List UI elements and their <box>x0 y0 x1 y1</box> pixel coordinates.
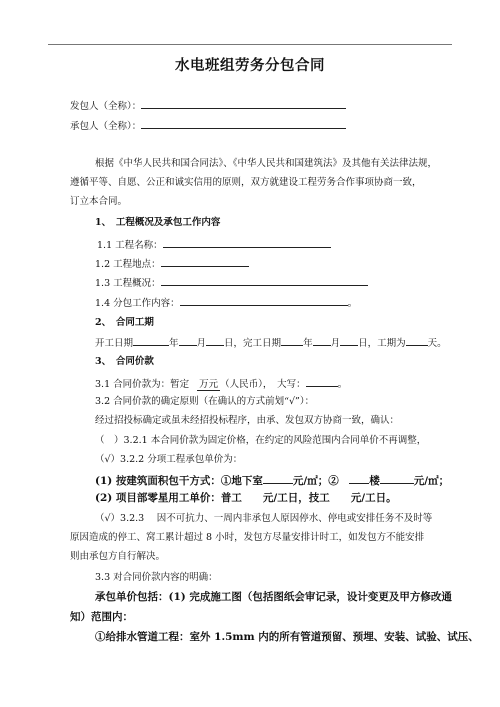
contract-price-unit: 万元 <box>199 379 219 390</box>
section-1-heading: 1、 工程概况及承包工作内容 <box>95 217 221 228</box>
start-date-label: 开工日期 <box>95 338 134 349</box>
preamble-line-1: 根据《中华人民共和国合同法》、《中华人民共和国建筑法》及其他有关法律法规， <box>95 158 438 169</box>
option-unit-price: （√）3.2.2 分项工程承包单价为： <box>95 454 243 465</box>
duration-label: 日，工期为 <box>358 338 406 349</box>
project-location-label: 1.2 工程地点： <box>95 259 161 270</box>
option-stoppage-line-3: 则由承包方自行解决。 <box>70 551 166 562</box>
month-label-2: 月 <box>330 338 341 349</box>
pricing-method-line: 3.2 合同价款的确定原则（在确认的方式前划“√”）： <box>95 396 315 407</box>
preamble-line-3: 订立本合同。 <box>70 196 128 207</box>
price-clarification-heading: 3.3 对合同价款内容的明确： <box>95 572 218 583</box>
contract-price-capital-blank[interactable] <box>306 376 338 387</box>
basement-price-unit: 元/㎡；② <box>292 475 350 487</box>
contract-price-label: 3.1 合同价款为：暂定 <box>95 379 190 390</box>
start-month-blank[interactable] <box>179 335 197 346</box>
building-label: 楼 <box>369 475 380 487</box>
end-month-blank[interactable] <box>313 335 331 346</box>
party-b-line <box>70 118 346 133</box>
section-3-heading: 3、 合同价款 <box>95 356 154 367</box>
contract-price-line <box>95 376 347 391</box>
project-overview-line <box>95 275 368 290</box>
party-a-blank[interactable] <box>141 98 346 109</box>
pricing-method-desc: 经过招投标确定或虽未经招投标程序，由承、发包双方协商一致，确认： <box>95 415 400 426</box>
section-2-heading: 2、 合同工期 <box>95 317 154 328</box>
scope-line-1: 承包单价包括：(1) 完成施工图（包括图纸会审记录，设计变更及甲方修改通 <box>95 591 452 603</box>
project-name-line <box>97 237 331 252</box>
project-location-line <box>95 256 249 271</box>
project-name-blank[interactable] <box>163 237 331 248</box>
contract-price-end: 。 <box>337 379 348 390</box>
project-name-label: 1.1 工程名称： <box>97 240 163 251</box>
end-year-blank[interactable] <box>281 335 303 346</box>
project-overview-label: 1.3 工程概况： <box>95 278 161 289</box>
contract-price-capital-label: （人民币）， 大写： <box>220 379 306 390</box>
building-price-unit: 元/㎡； <box>413 475 450 487</box>
scope-line-3: ①给排水管道工程：室外 1.5mm 内的所有管道预留、预埋、安装、试验、试压、 <box>95 631 479 643</box>
start-day-blank[interactable] <box>206 335 224 346</box>
basement-price-label: (1) 按建筑面积包干方式：①地下室 <box>95 475 263 487</box>
party-a-line <box>70 98 346 113</box>
project-overview-blank[interactable] <box>161 275 368 286</box>
work-scope-end: 。 <box>347 298 358 309</box>
month-label: 月 <box>196 338 207 349</box>
end-day-blank[interactable] <box>340 335 358 346</box>
option-stoppage-line-1: （√）3.2.3 因不可抗力、一周内非承包人原因停水、停电或安排任务不及时等 <box>95 513 433 524</box>
building-no-blank[interactable] <box>349 473 369 484</box>
basement-price-blank[interactable] <box>263 473 293 484</box>
option-fixed-price: （ ）3.2.1 本合同价款为固定价格，在约定的风险范围内合同单价不再调整， <box>95 435 427 446</box>
year-label: 年 <box>169 338 179 349</box>
days-label: 天。 <box>427 338 447 349</box>
labor-rate-line: (2) 项目部零星用工单价：普工 元/工日，技工 元/工日。 <box>95 492 397 504</box>
party-a-label: 发包人（全称）： <box>70 101 142 112</box>
header-rule <box>48 44 452 45</box>
start-year-blank[interactable] <box>133 335 169 346</box>
unit-price-area-line <box>95 473 449 488</box>
option-stoppage-line-2: 原因造成的停工、窝工累计超过 8 小时，发包方尽量安排计时工，如发包方不能安排 <box>70 532 425 543</box>
preamble-line-2: 遵循平等、自愿、公正和诚实信用的原则，双方就建设工程劳务合作事项协商一致， <box>70 177 422 188</box>
party-b-label: 承包人（全称）： <box>70 121 142 132</box>
duration-blank[interactable] <box>406 335 428 346</box>
scope-line-2: 知）范围内： <box>70 611 133 623</box>
end-date-label: 日，完工日期 <box>224 338 282 349</box>
work-scope-label: 1.4 分包工作内容： <box>95 298 180 309</box>
work-scope-line <box>95 295 357 310</box>
year-label-2: 年 <box>303 338 313 349</box>
duration-line <box>95 335 447 350</box>
document-title: 水电班组劳务分包合同 <box>175 57 325 74</box>
party-b-blank[interactable] <box>141 118 346 129</box>
building-price-blank[interactable] <box>380 473 414 484</box>
project-location-blank[interactable] <box>161 256 249 267</box>
work-scope-blank[interactable] <box>180 295 348 306</box>
